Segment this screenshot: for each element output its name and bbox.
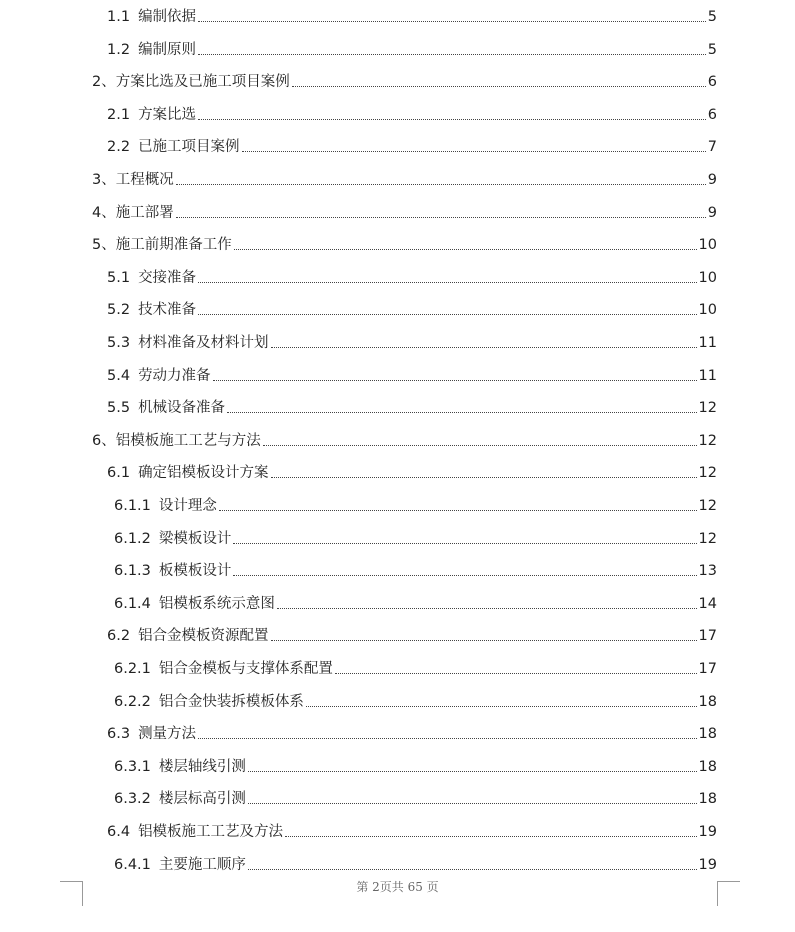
toc-entry-label: 铝模板施工工艺与方法 [115,432,261,449]
toc-entry[interactable] [107,134,717,156]
toc-dot-leader [306,706,697,707]
toc-entry-page-number: 7 [707,139,717,156]
toc-entry-number: 6.3.1 [114,758,151,775]
toc-dot-leader [271,477,697,478]
toc-entry-title [107,334,269,352]
toc-entry-label: 机械设备准备 [138,400,226,417]
toc-entry-label: 铝合金模板资源配置 [138,628,269,645]
toc-entry-title [114,562,231,580]
toc-dot-leader [198,738,696,739]
toc-entry-label: 梁模板设计 [158,530,232,547]
toc-entry-label: 编制原则 [138,41,197,58]
toc-entry-title [92,432,261,450]
toc-entry-title [114,660,333,678]
toc-dot-leader [335,673,697,674]
toc-entry-page-number: 12 [698,400,717,417]
toc-entry[interactable] [107,721,717,743]
toc-entry[interactable] [92,200,717,222]
toc-entry-page-number: 19 [698,856,717,873]
toc-entry-title [107,41,196,59]
toc-entry-label: 测量方法 [138,726,197,743]
toc-entry-page-number: 12 [698,432,717,449]
toc-entry-page-number: 12 [698,530,717,547]
toc-dot-leader [248,803,697,804]
toc-entry[interactable] [107,363,717,385]
toc-entry-label: 施工部署 [115,204,174,221]
toc-entry-title [92,236,232,254]
toc-entry-label: 铝合金快装拆模板体系 [158,693,304,710]
toc-dot-leader [234,249,697,250]
toc-entry[interactable] [114,591,717,613]
toc-entry-number: 5.2 [107,302,131,319]
toc-entry-title [92,171,174,189]
toc-entry-label: 楼层轴线引测 [158,758,246,775]
toc-entry[interactable] [114,558,717,580]
toc-entry-title [107,823,283,841]
toc-entry-label: 铝模板系统示意图 [158,595,275,612]
toc-entry-number: 4、 [92,204,116,221]
toc-entry-label: 方案比选及已施工项目案例 [115,74,290,91]
toc-entry[interactable] [107,330,717,352]
toc-entry-label: 主要施工顺序 [158,856,246,873]
toc-entry-number: 6.1.1 [114,498,151,514]
toc-dot-leader [263,445,697,446]
toc-entry-title [114,856,246,874]
toc-entry[interactable] [107,297,717,319]
toc-entry[interactable] [107,623,717,645]
toc-entry-page-number: 19 [698,824,717,840]
toc-entry-label: 已施工项目案例 [138,139,240,156]
toc-entry[interactable] [107,265,717,287]
toc-entry-number: 3、 [92,172,116,188]
toc-dot-leader [198,54,706,55]
toc-entry[interactable] [114,689,717,711]
toc-entry-title [107,269,196,287]
toc-entry-page-number: 18 [698,791,717,808]
toc-entry[interactable] [107,460,717,482]
toc-entry-label: 设计理念 [158,498,217,514]
toc-entry-page-number: 11 [698,367,717,384]
toc-entry-number: 6.1.3 [114,563,151,580]
toc-dot-leader [213,380,697,381]
toc-entry-number: 2、 [92,74,116,91]
toc-entry-page-number: 13 [698,563,717,580]
toc-entry[interactable] [92,232,717,254]
toc-entry-label: 技术准备 [138,302,197,319]
toc-entry[interactable] [92,428,717,450]
toc-entry-title [92,204,174,222]
toc-entry-page-number: 14 [698,595,717,612]
toc-dot-leader [176,184,706,185]
toc-entry-number: 2.1 [107,106,131,123]
toc-entry-label: 铝模板施工工艺及方法 [138,824,284,840]
page-corner-mark-right [717,881,740,906]
toc-entry-label: 铝合金模板与支撑体系配置 [158,661,333,677]
toc-entry-page-number: 10 [698,269,717,286]
toc-entry-page-number: 17 [698,628,717,645]
toc-entry-title [114,497,217,515]
toc-dot-leader [233,575,696,576]
toc-dot-leader [219,510,697,511]
toc-dot-leader [277,608,697,609]
toc-entry-label: 编制依据 [138,9,197,25]
toc-entry-page-number: 9 [707,204,717,221]
toc-entry-number: 6.4 [107,824,131,840]
toc-entry-title [107,138,240,156]
toc-entry-number: 6.1.2 [114,530,151,547]
toc-entry[interactable] [107,37,717,59]
toc-entry[interactable] [114,656,717,678]
toc-entry-title [92,73,290,91]
toc-dot-leader [271,347,697,348]
toc-entry-label: 方案比选 [138,106,197,123]
toc-entry-page-number: 11 [698,335,717,351]
toc-entry-label: 确定铝模板设计方案 [138,465,269,482]
toc-entry-page-number: 18 [698,726,717,743]
toc-entry-number: 6.2.1 [114,661,151,677]
toc-dot-leader [242,151,706,152]
page-footer: 第 2页共 65 页 [356,880,439,894]
toc-entry-title [107,106,196,124]
toc-dot-leader [198,21,706,22]
toc-entry[interactable] [114,786,717,808]
toc-entry[interactable] [114,852,717,874]
toc-entry-label: 工程概况 [115,172,174,188]
toc-entry-number: 6.2.2 [114,693,151,710]
toc-entry[interactable] [114,526,717,548]
toc-entry-title [107,399,225,417]
toc-entry-title [107,725,196,743]
toc-entry[interactable] [107,4,717,26]
toc-entry-page-number: 10 [698,302,717,319]
toc-dot-leader [198,282,696,283]
toc-entry-number: 5.4 [107,367,131,384]
toc-dot-leader [198,314,696,315]
toc-dot-leader [248,771,697,772]
toc-dot-leader [198,119,706,120]
toc-entry-number: 6.1 [107,465,131,482]
toc-entry-page-number: 12 [698,498,717,514]
toc-entry-number: 6.3.2 [114,791,151,808]
toc-entry-number: 5.5 [107,400,131,417]
toc-entry-label: 材料准备及材料计划 [138,335,269,351]
toc-entry-label: 交接准备 [138,269,197,286]
toc-entry[interactable] [114,754,717,776]
toc-entry-number: 1.1 [107,9,131,25]
toc-dot-leader [285,836,696,837]
toc-entry-number: 6.4.1 [114,856,151,873]
toc-entry-title [107,627,269,645]
toc-entry-label: 楼层标高引测 [158,791,246,808]
toc-entry-title [114,595,275,613]
toc-entry-page-number: 12 [698,465,717,482]
toc-entry[interactable] [107,102,717,124]
toc-entry[interactable] [107,395,717,417]
toc-entry-title [114,530,231,548]
toc-entry-label: 板模板设计 [158,563,232,580]
toc-entry-number: 6.2 [107,628,131,645]
toc-entry[interactable] [92,69,717,91]
toc-entry-page-number: 18 [698,693,717,710]
toc-dot-leader [271,640,697,641]
toc-entry[interactable] [107,819,717,841]
toc-entry-title [107,8,196,26]
toc-entry-title [114,693,304,711]
toc-entry-page-number: 5 [707,41,717,58]
toc-entry-title [114,758,246,776]
toc-entry-title [107,367,211,385]
toc-entry-page-number: 18 [698,758,717,775]
toc-entry-label: 劳动力准备 [138,367,211,384]
page-corner-mark-left [60,881,83,906]
toc-entry-page-number: 5 [707,9,717,25]
toc-entry[interactable] [92,167,717,189]
toc-entry-title [114,790,246,808]
toc-entry-title [107,464,269,482]
toc-entry-number: 6.3 [107,726,131,743]
toc-entry-page-number: 10 [698,237,717,254]
toc-entry-number: 5、 [92,237,116,254]
toc-entry-page-number: 6 [707,106,717,123]
toc-entry-page-number: 17 [698,661,717,677]
toc-dot-leader [248,869,697,870]
toc-entry-number: 1.2 [107,41,131,58]
toc-dot-leader [292,86,706,87]
toc-entry-page-number: 6 [707,74,717,91]
toc-entry[interactable] [114,493,717,515]
toc-entry-number: 6.1.4 [114,595,151,612]
toc-dot-leader [176,217,706,218]
toc-entry-number: 2.2 [107,139,131,156]
toc-dot-leader [233,543,696,544]
toc-dot-leader [227,412,696,413]
toc-entry-number: 5.3 [107,335,131,351]
toc-entry-number: 6、 [92,432,116,449]
toc-entry-number: 5.1 [107,269,131,286]
toc-entry-label: 施工前期准备工作 [115,237,232,254]
toc-entry-page-number: 9 [707,172,717,188]
toc-entry-title [107,301,196,319]
